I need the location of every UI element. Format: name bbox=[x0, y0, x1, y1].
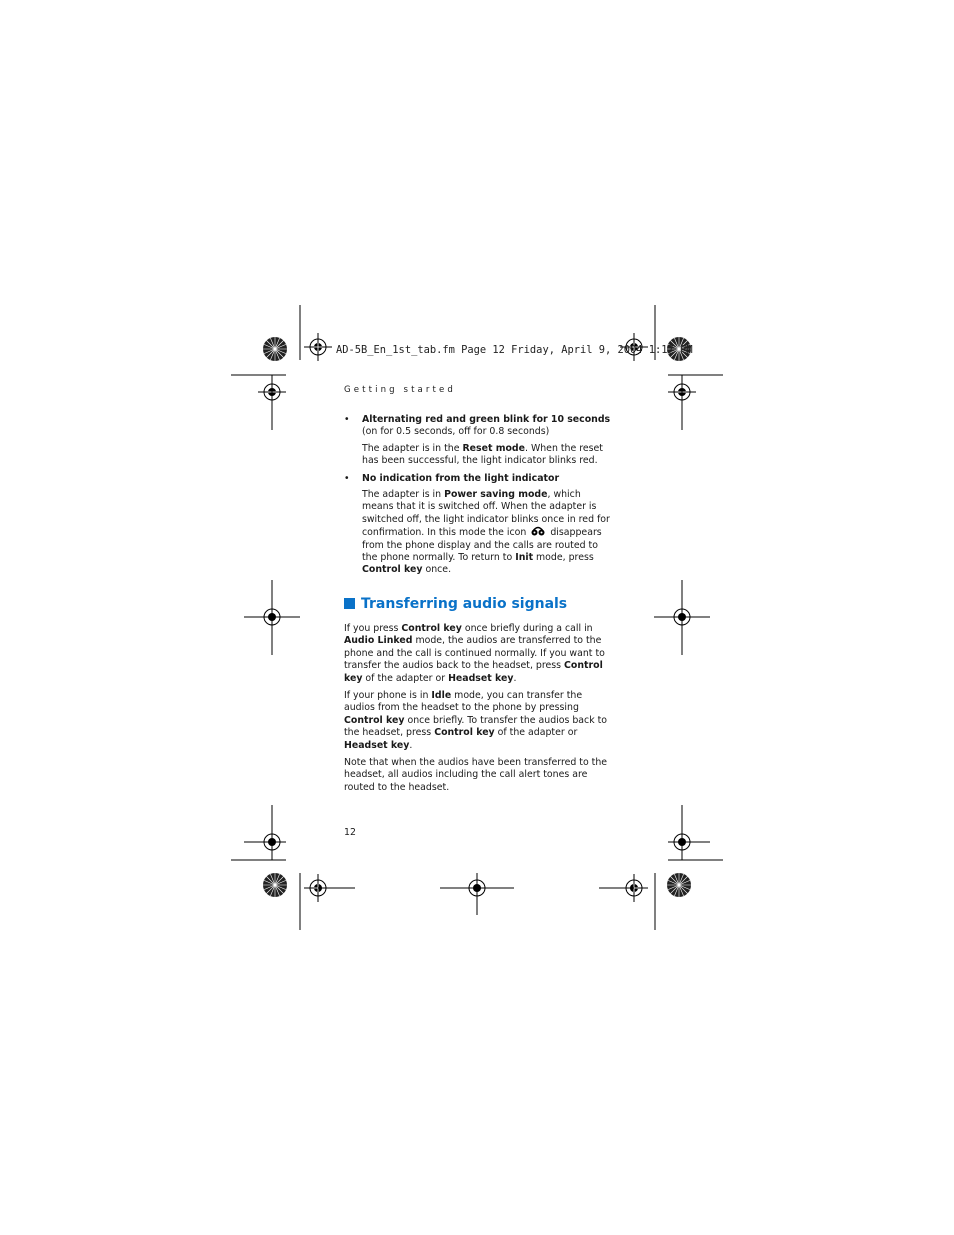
text-run: If your phone is in bbox=[344, 689, 432, 701]
text-run: of the adapter or bbox=[362, 672, 449, 684]
term-idle: Idle bbox=[431, 689, 452, 701]
term-audio-linked: Audio Linked bbox=[344, 635, 413, 647]
section-heading-text: Transferring audio signals bbox=[361, 595, 568, 612]
term-init: Init bbox=[515, 552, 534, 564]
text-run: If you press bbox=[344, 622, 402, 634]
text-run: once briefly. To transfer the audios back to the headset, press bbox=[344, 714, 608, 739]
heading-square-icon bbox=[344, 598, 355, 609]
file-slug: AD-5B_En_1st_tab.fm Page 12 Friday, April 9, 2004 1:17 PM bbox=[336, 344, 693, 356]
term-headset-key: Headset key bbox=[448, 672, 514, 684]
bullet-title: No indication from the light indicator bbox=[362, 472, 560, 484]
text-run: mode, press bbox=[533, 552, 594, 564]
term-control-key: Control key bbox=[344, 660, 603, 684]
text-run: once. bbox=[422, 564, 452, 576]
text-run: mode, the audios are transferred to the phone and the call is continued normally. If you want to transfer the audios back to the headset, press bbox=[344, 635, 605, 672]
section-heading bbox=[344, 595, 612, 613]
running-head: Getting started bbox=[344, 385, 456, 395]
bullet-title-suffix: (on for 0.5 seconds, off for 0.8 seconds) bbox=[362, 426, 550, 438]
term-power-saving-mode: Power saving mode bbox=[444, 489, 548, 501]
headset-icon bbox=[531, 526, 545, 536]
text-run: . bbox=[409, 739, 413, 751]
term-control-key: Control key bbox=[434, 727, 495, 739]
bullet-title: Alternating red and green blink for 10 seconds bbox=[362, 414, 611, 425]
text-run: The adapter is in bbox=[362, 489, 445, 501]
paragraph-idle bbox=[344, 690, 612, 752]
text-run: , which means that it is switched off. When the adapter is switched off, the light indicator blinks once in red for confirmation. In this mode the icon bbox=[362, 489, 610, 539]
page-content bbox=[344, 414, 612, 799]
text-run: disappears from the phone display and the calls are routed to the phone normally. To return to bbox=[362, 527, 602, 564]
term-headset-key: Headset key bbox=[344, 739, 410, 751]
text-run: of the adapter or bbox=[494, 727, 578, 739]
bullet-description bbox=[362, 489, 612, 577]
bullet-item-power-saving bbox=[344, 473, 612, 485]
bullet-item-reset bbox=[344, 414, 612, 439]
paragraph-audio-linked bbox=[344, 623, 612, 685]
paragraph-note: Note that when the audios have been transferred to the headset, all audios including the call alert tones are routed to the headset. bbox=[344, 756, 608, 793]
text-run: once briefly during a call in bbox=[461, 622, 593, 634]
bullet-dot: • bbox=[344, 414, 350, 425]
text-run: The adapter is in the bbox=[362, 442, 463, 454]
text-run: . bbox=[513, 672, 517, 684]
bullet-description bbox=[362, 443, 612, 468]
term-control-key: Control key bbox=[362, 564, 423, 576]
text-run: . When the reset has been successful, the light indicator blinks red. bbox=[362, 442, 603, 467]
term-reset-mode: Reset mode bbox=[462, 442, 525, 454]
bullet-dot: • bbox=[344, 472, 350, 484]
term-control-key: Control key bbox=[344, 714, 405, 726]
term-control-key: Control key bbox=[401, 622, 462, 634]
page-number: 12 bbox=[344, 827, 356, 838]
text-run: mode, you can transfer the audios from the headset to the phone by pressing bbox=[344, 689, 583, 714]
